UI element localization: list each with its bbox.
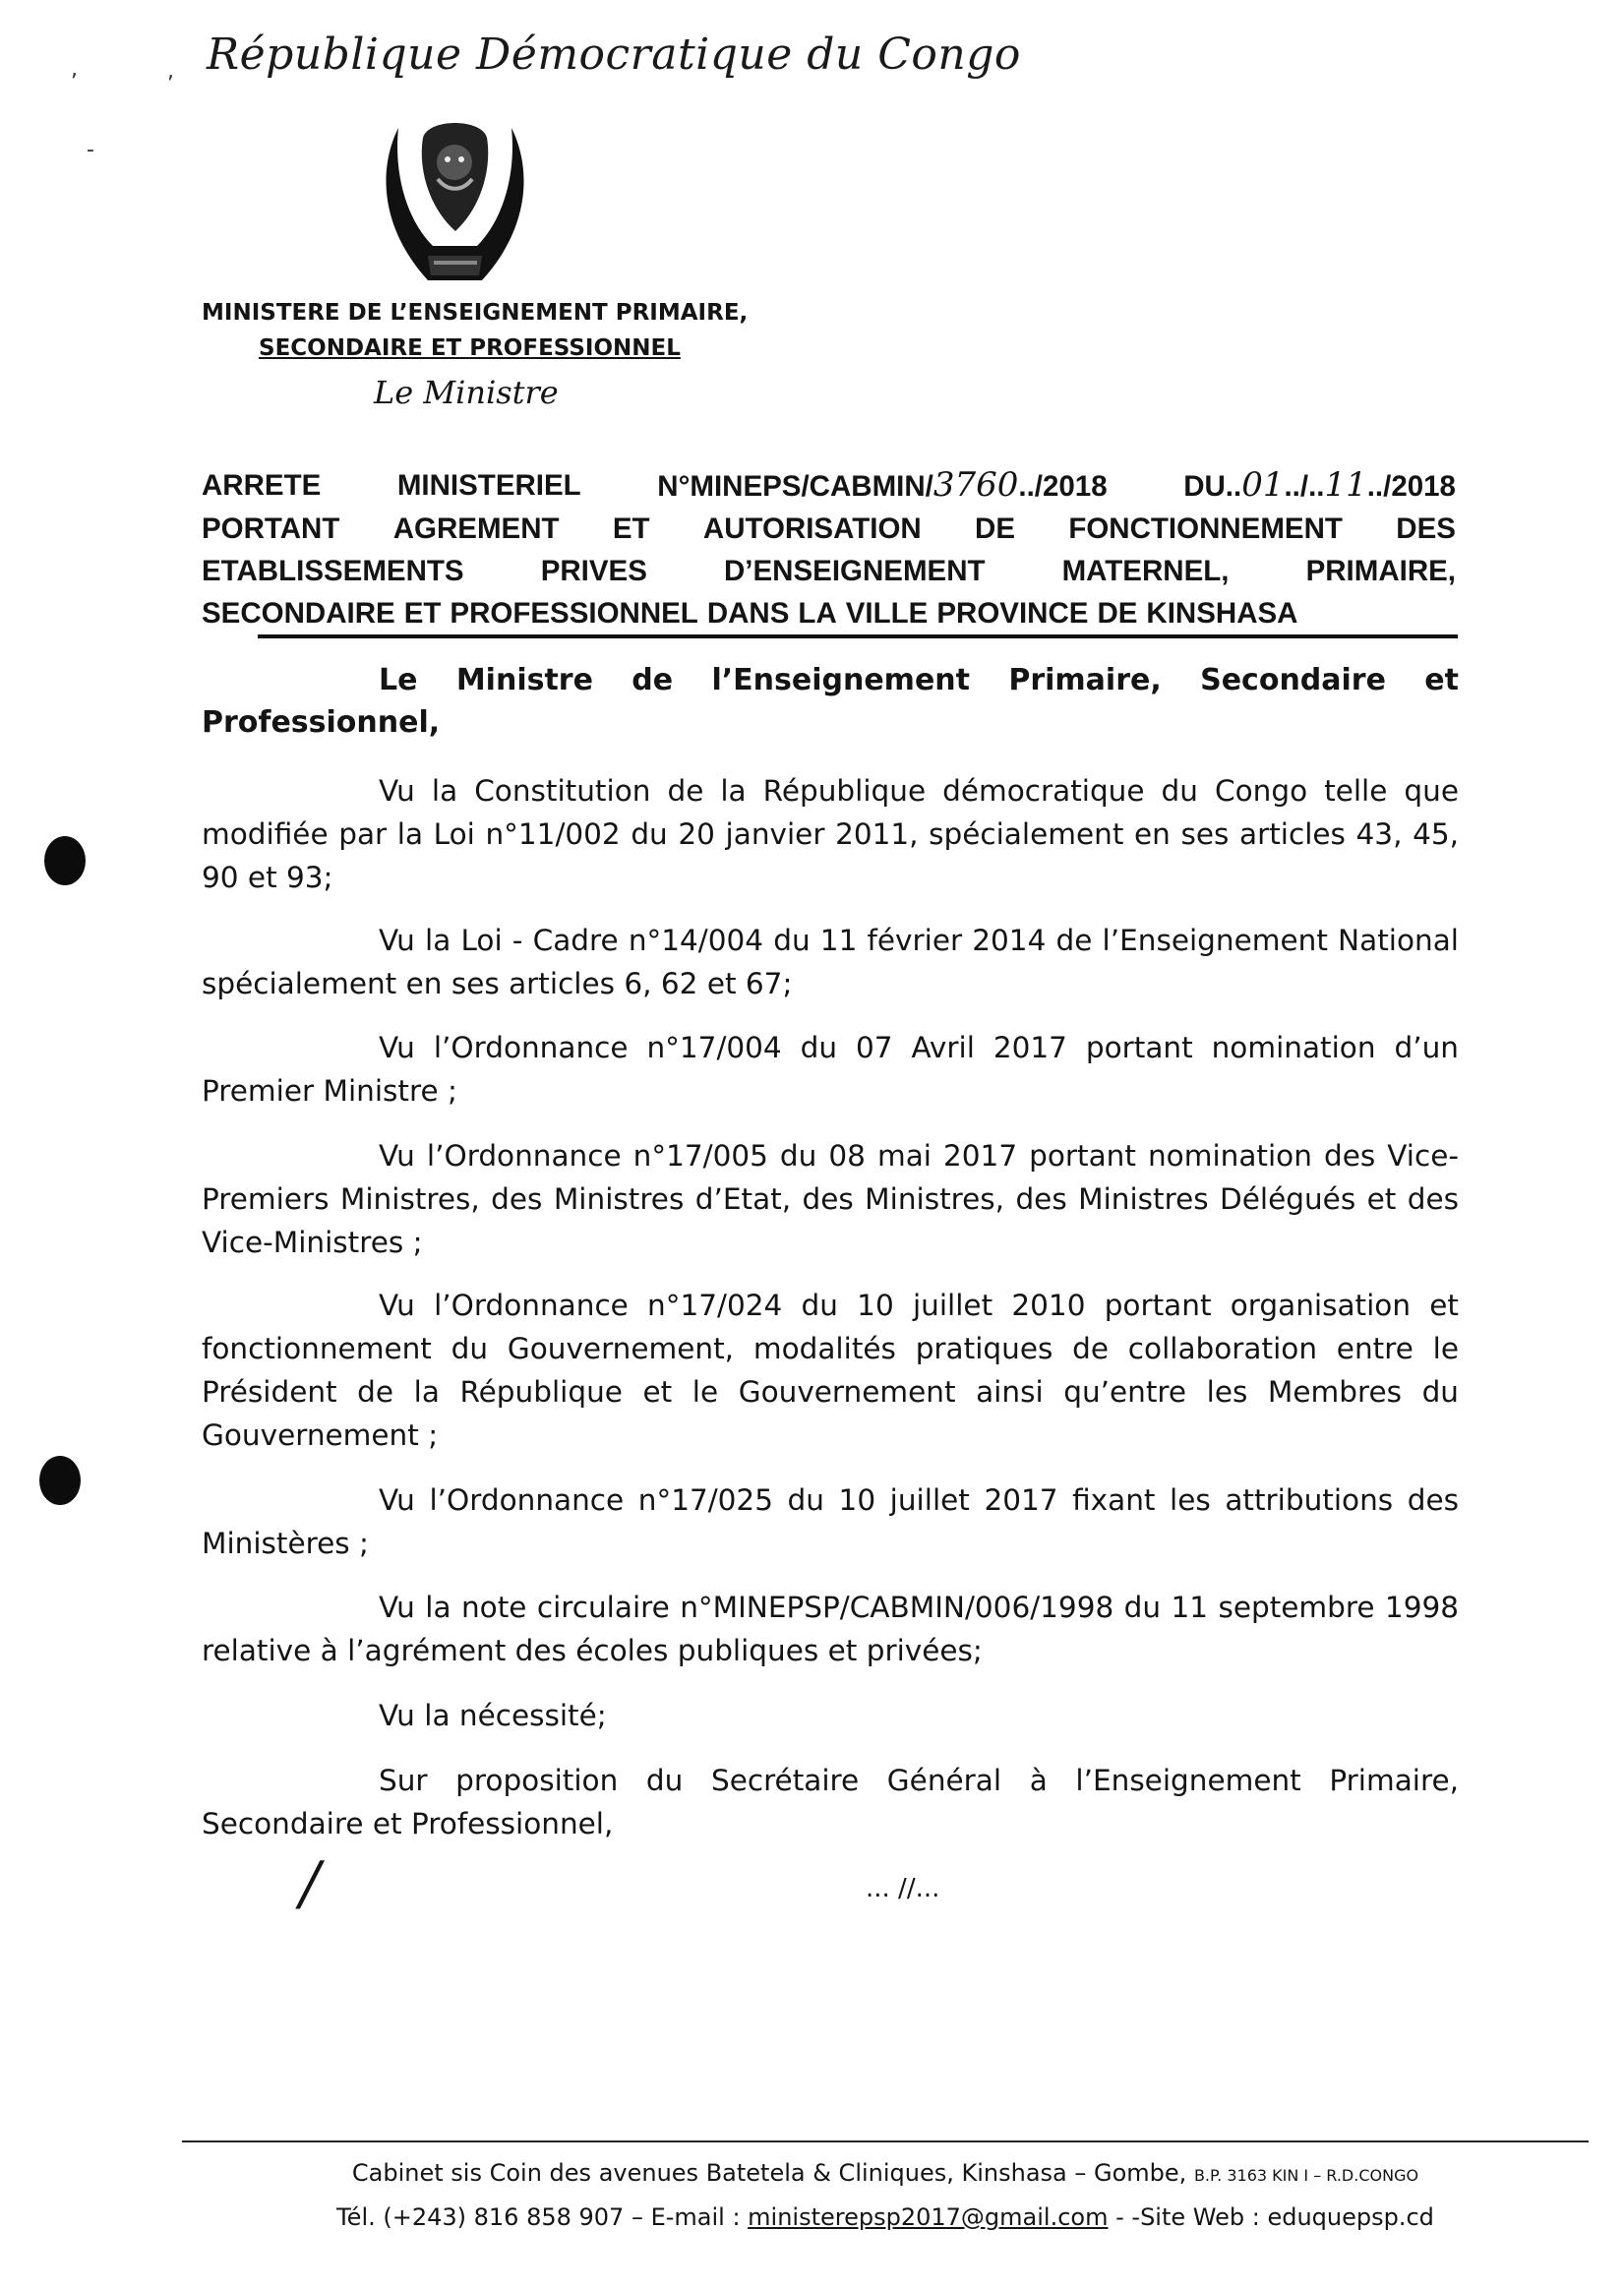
ministry-line-1: MINISTERE DE L’ENSEIGNEMENT PRIMAIRE, [202,300,749,326]
footer [182,2152,1589,2239]
punch-hole [44,836,86,885]
title-line-2: PORTANT AGREMENT ET AUTORISATION DE FONCTIONNEMENT DES [202,512,1456,545]
coat-of-arms-emblem [369,108,541,290]
le-ministre-signature-heading: Le Ministre [374,374,559,411]
title-line-4: SECONDAIRE ET PROFESSIONNEL DANS LA VILLE PROVINCE DE KINSHASA [202,597,1298,630]
scan-mark: - [87,138,94,162]
page-continuation: ... //... [866,1874,940,1903]
footer-address: Cabinet sis Coin des avenues Batetela & Cliniques, Kinshasa – Gombe, B.P. 3163 KIN I – R.D.CONGO [351,2159,1419,2187]
title-word: MINISTERIEL [396,469,581,502]
handwritten-month: 11 [1324,465,1367,505]
paragraph-loi-cadre: Vu la Loi - Cadre n°14/004 du 11 février 2014 de l’Enseignement National spécialement en ses articles 6, 62 et 67; [202,924,1459,1000]
paragraph-proposition: Sur proposition du Secrétaire Général à l’Enseignement Primaire, Secondaire et Professionnel, [202,1764,1459,1840]
decree-title [202,464,1456,634]
paragraph-constitution: Vu la Constitution de la République démocratique du Congo telle que modifiée par la Loi n°11/002 du 20 janvier 2011, spécialement en ses articles 43, 45, 90 et 93; [202,774,1459,894]
punch-hole [39,1456,81,1505]
footer-contact: Tél. (+243) 816 858 907 – E-mail : ministerepsp2017@gmail.com - -Site Web : eduquepsp.cd [336,2203,1434,2231]
paragraph-ordonnance-17-005: Vu l’Ordonnance n°17/005 du 08 mai 2017 portant nomination des Vice-Premiers Ministres, des Ministres d’Etat, des Ministres, des Ministres Délégués et des Vice-Ministres ; [202,1139,1459,1259]
ministry-line-2: SECONDAIRE ET PROFESSIONNEL [259,335,681,361]
scan-mark: , [71,57,78,82]
decree-date: DU..01../..11../2018 [1183,465,1456,505]
email-link[interactable]: ministerepsp2017@gmail.com [748,2203,1109,2231]
paragraph-necessite: Vu la nécessité; [379,1699,607,1732]
ministry-name [202,295,748,366]
decree-number: N°MINEPS/CABMIN/3760../2018 [657,465,1108,505]
title-word: ARRETE [202,469,322,502]
title-line-3: ETABLISSEMENTS PRIVES D’ENSEIGNEMENT MATERNEL, PRIMAIRE, [202,555,1456,587]
title-line-1 [202,464,1456,508]
paragraph-note-circulaire: Vu la note circulaire n°MINEPSP/CABMIN/006/1998 du 11 septembre 1998 relative à l’agrément des écoles publiques et privées; [202,1591,1459,1667]
paragraph-ordonnance-17-024: Vu l’Ordonnance n°17/024 du 10 juillet 2010 portant organisation et fonctionnement du Gouvernement, modalités pratiques de collaboration entre le Président de la République et le Gouvernement ainsi qu’entre les Membres du Gouvernement ; [202,1289,1459,1452]
minister-heading: Le Ministre de l’Enseignement Primaire, Secondaire et Professionnel, [202,663,1459,740]
scan-mark: , [167,59,174,84]
title-underline-rule [258,634,1458,638]
handwritten-initial: / [300,1849,321,1918]
republic-heading: République Démocratique du Congo [207,30,1021,80]
paragraph-ordonnance-17-025: Vu l’Ordonnance n°17/025 du 10 juillet 2017 fixant les attributions des Ministères ; [202,1483,1459,1560]
footer-rule [182,2140,1589,2142]
handwritten-number: 3760 [932,465,1019,505]
paragraph-ordonnance-17-004: Vu l’Ordonnance n°17/004 du 07 Avril 2017 portant nomination d’un Premier Ministre ; [202,1031,1459,1108]
handwritten-day: 01 [1241,465,1285,505]
